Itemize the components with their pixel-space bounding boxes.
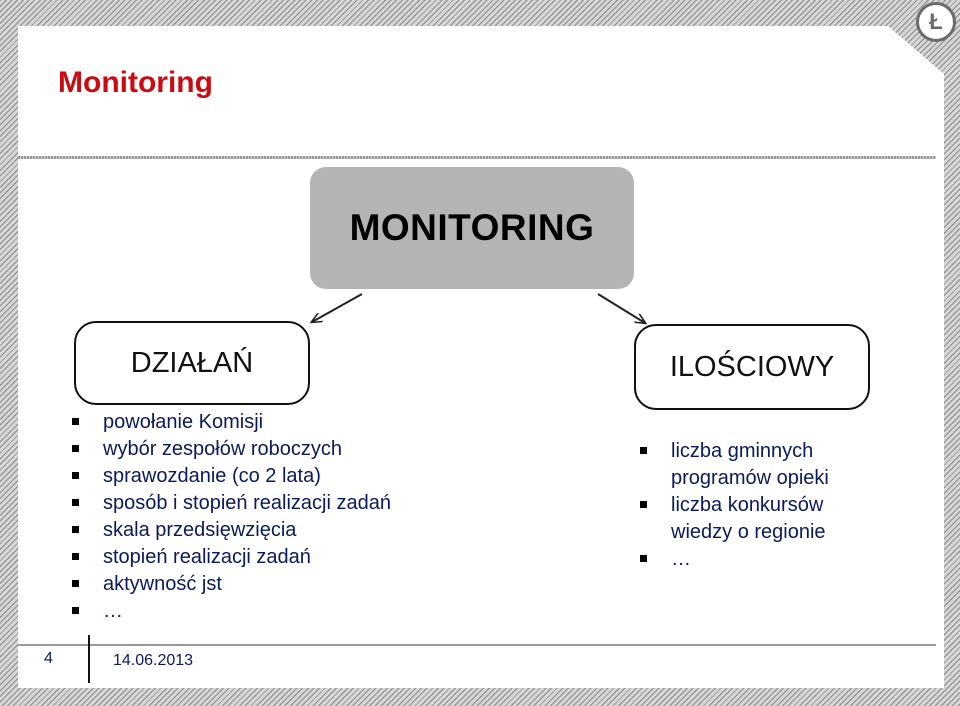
arrow-to-right-category: [598, 294, 645, 323]
logo-icon: Ł: [916, 2, 956, 42]
list-item: powołanie Komisji: [72, 409, 492, 436]
list-item: skala przedsięwzięcia: [72, 517, 492, 544]
page-number: 4: [44, 650, 53, 667]
right-category-box: [634, 324, 870, 410]
list-item: liczba gminnych: [640, 438, 910, 465]
left-category-label: DZIAŁAŃ: [130, 346, 254, 379]
slide-title: Monitoring: [58, 66, 213, 99]
footer-date: 14.06.2013: [113, 652, 194, 669]
list-item: wybór zespołów roboczych: [72, 436, 492, 463]
left-category-box: [74, 321, 310, 405]
footer-divider: [18, 644, 936, 646]
list-item: liczba konkursów: [640, 492, 910, 519]
left-bullet-list: [72, 409, 492, 625]
list-item: …: [72, 598, 492, 625]
list-item: wiedzy o regionie: [671, 521, 826, 543]
list-item: …: [640, 546, 910, 573]
monitoring-box: MONITORING: [310, 167, 634, 289]
list-item: aktywność jst: [72, 571, 492, 598]
right-bullet-list: [640, 438, 910, 573]
list-item: sprawozdanie (co 2 lata): [72, 463, 492, 490]
arrow-to-left-category: [312, 294, 362, 322]
right-category-label: ILOŚCIOWY: [669, 350, 835, 383]
list-item: sposób i stopień realizacji zadań: [72, 490, 492, 517]
list-item: stopień realizacji zadań: [72, 544, 492, 571]
footer-separator: [88, 635, 90, 683]
list-item: programów opieki: [671, 467, 829, 489]
